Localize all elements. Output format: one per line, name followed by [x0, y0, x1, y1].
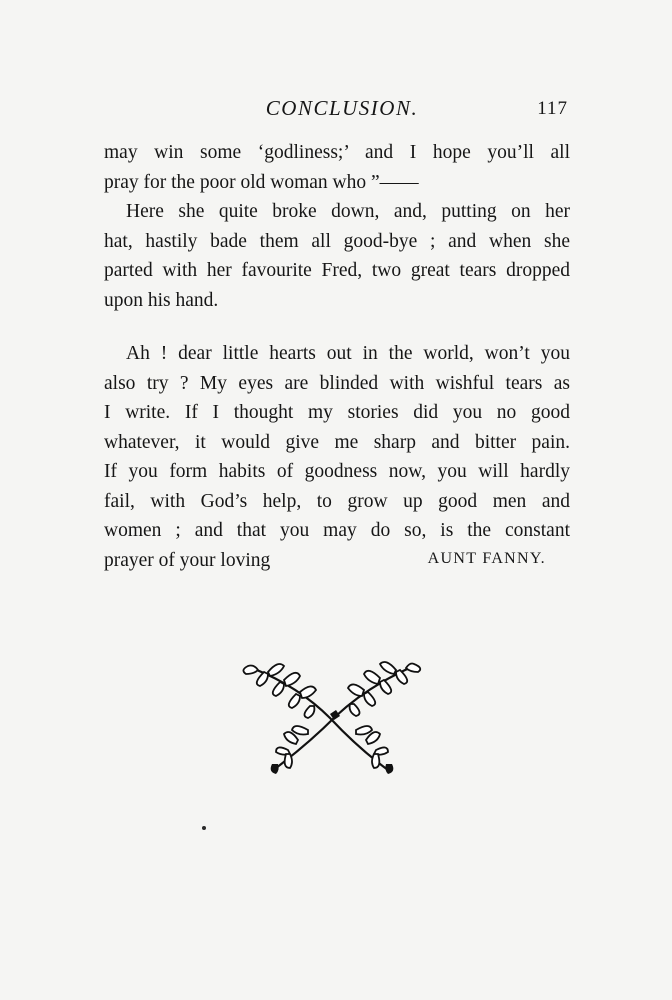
text-line: fail, with God’s help, to grow up good men and — [104, 490, 570, 512]
body-text — [104, 138, 570, 575]
left-stem — [252, 668, 388, 770]
ink-speck — [202, 826, 206, 830]
text-line: hat, hastily bade them all good-bye ; and when she — [104, 230, 570, 252]
text-line: upon his hand. — [104, 289, 219, 311]
text-line: women ; and that you may do so, is the constant — [104, 520, 570, 541]
text-line: prayer of your loving — [104, 549, 271, 571]
chapter-title: CONCLUSION. — [265, 96, 419, 120]
text-line: If you form habits of goodness now, you will hardly — [104, 461, 570, 482]
text-line: Here she quite broke down, and, putting on her — [126, 201, 570, 222]
signature: AUNT FANNY. — [427, 550, 546, 567]
text-line: pray for the poor old woman who ”—— — [104, 171, 419, 193]
paragraph-break — [104, 315, 570, 339]
running-head — [104, 96, 570, 126]
page-number: 117 — [537, 98, 568, 119]
text-line: whatever, it would give me sharp and bitter pain. — [104, 431, 570, 453]
text-line: I write. If I thought my stories did you no good — [104, 402, 570, 423]
text-line: may win some ‘godliness;’ and I hope you’ll all — [104, 142, 570, 163]
text-line: Ah ! dear little hearts out in the world, won’t you — [126, 343, 570, 364]
text-line: also try ? My eyes are blinded with wishful tears as — [104, 372, 570, 394]
laurel-branches-icon — [238, 658, 426, 776]
text-line: parted with her favourite Fred, two great tears dropped — [104, 260, 570, 281]
